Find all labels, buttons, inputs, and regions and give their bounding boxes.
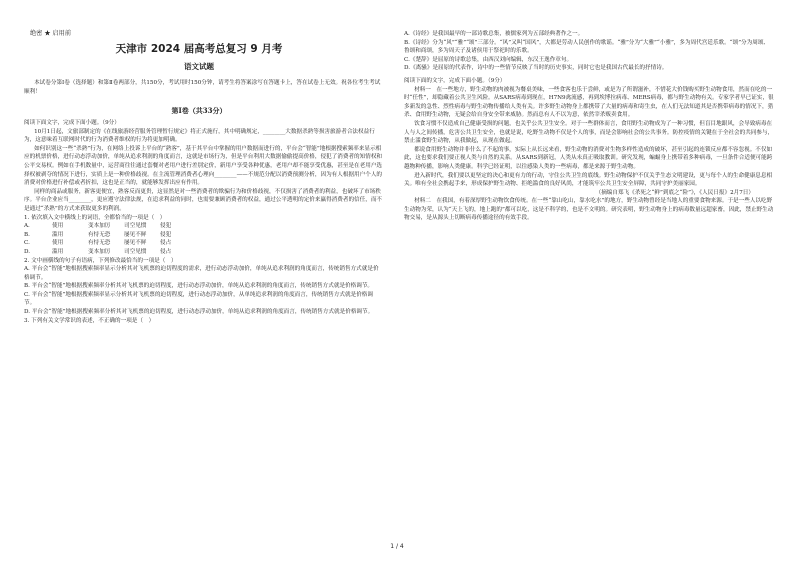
question-option[interactable]: B. 平台会“智能”地根据搜索频率分析其对飞机票的迫切程度，进行动态浮动加价，单纯从追求利润的角度而言，传统销售方式就是价格调节。 <box>24 283 374 290</box>
reading-intro: 阅读下面文字，完成下面小题。（9分） <box>24 120 120 126</box>
left-column <box>8 0 390 545</box>
question-option[interactable]: C.《楚辞》是屈原的诗歌总集，由西汉刘向编辑，东汉王逸作章句。 <box>404 56 573 63</box>
question-1-options <box>24 222 384 256</box>
exam-title: 天津市 2024 届高考总复习 9 月考 <box>115 43 283 55</box>
question-option[interactable]: D. 滥用 变本加厉 司空见惯 侵占 <box>24 248 172 255</box>
question-option[interactable]: B. 滥用 有恃无恐 屡见不鲜 侵犯 <box>24 231 172 238</box>
material-paragraph: 进入新时代，我们要以更坚定的决心和更有力的行动，守住公共卫生的底线。野生动物保护不仅关乎生态文明建设，更与每个人的生命健康息息相关。唯有全社会携起手来，形成保护野生动物、拒绝滥食的良好风尚，才能筑牢公共卫生安全屏障，共同守护美丽家园。 <box>404 172 773 188</box>
question-option[interactable]: C. 平台会“智能”地根据搜索频率显示分析其对飞机票的迫切程度，进行动态浮动加价，从单纯追求利润的角度而言，传统销售方式就是价格调节。 <box>24 291 373 307</box>
question-option[interactable]: D.《离骚》是屈原的代表作，诗中的一些情节反映了当时的历史事实，同时它也是我国古代最长的抒情诗。 <box>404 65 668 72</box>
material-paragraph: 都说食用野生动物并非什么了不起的事，实际上从长远来看，野生动物的消费对生物多样性造成的破坏，甚至引起的连锁反应都不容忽视。不仅如此，这也要求我们要正视人类与自然的关系。从SARS到新冠，人类从未真正吸取教训。研究发现，蝙蝠身上携带着多种病毒，一旦条件合适便可能跨越物种传播，影响人类健康。科学已经证明，以往感染人类的一些病毒，都是来源于野生动物。 <box>404 146 773 170</box>
exam-instructions: 本试卷分第Ⅰ卷（选择题）和第Ⅱ卷两部分，共150分，考试用时150分钟，请考生将答案涂写在答题卡上，答在试卷上无效。祝各位考生考试顺利！ <box>24 80 381 95</box>
source-citation: （摘编自郑飞《杀死之“鲜”到底之“险”》，《人民日报》2月7日） <box>595 189 754 196</box>
passage-paragraph: 如何识别这一些“杀熟”行为，在网络上投诉上平台的“熟客”，基于其平台中掌握的用户数据而进行的，平台会“智能”地根据搜索频率来显示相应的机票价格，进行动态浮动加价，单纯从追求利润的角度而言，这就是市场行为，但是平台利用大数据偷偷提高价格，侵犯了消费者的知情权和公平交易权。例如在手机数量中，运营商往往通过套餐对老用户进行差别定价，新用户享受各种优惠，老用户却不能享受优惠，甚至是在老用户选择权被剥夺的情况下进行，实质上是一种价格歧视。在主流管理消费者心理向________——不规范分配以消费预测分析，因为有人根据用户个人的消费对价格进行补偿或者折扣，这也是正当的，就能够发挥出应有作用。 <box>24 145 383 187</box>
question-option[interactable]: A.《诗经》是我国最早的一部诗歌总集，被儒家列为五部经典著作之一。 <box>404 31 584 37</box>
reading-section-1 <box>24 119 384 325</box>
question-option[interactable]: A. 平台会“智能”地根据搜索频率显示分析其对飞机票的迫切程度的需求，进行动态浮动加价，单纯从追求利润的角度而言，传统销售方式就是价格调节。 <box>24 266 379 281</box>
reading-intro-2: 阅读下面的文字，完成下面小题。（9分） <box>404 77 506 84</box>
question-option[interactable]: D. 平台会“智能”地根据搜索频率分析其对飞机票的迫切程度，进行动态浮动加价，单纯从追求利润的角度而言，传统销售方式就是价格调节。 <box>24 309 374 316</box>
question-1-stem: 1. 依次填入文中横线上的词语，全都恰当的一项是（ ） <box>24 214 166 221</box>
question-option[interactable]: C. 使用 有恃无恐 屡见不鲜 侵占 <box>24 240 172 247</box>
question-2-stem: 2. 文中画横线的句子有语病，下列修改最恰当的一项是（ ） <box>24 257 177 264</box>
section-heading: 第Ⅰ卷（共33分） <box>171 106 227 115</box>
passage-paragraph: 同样的商品或服务，新客更便宜，熟客反而更贵，这显然是对一些消费者的欺骗行为和价格歧视，不仅损害了消费者的利益，也破坏了市场秩序。平台企业应当________，更应遵守法律法规，在追求利益的同时，也需要兼顾消费者的权益，通过公平透明的定价来赢得消费者的信任，而不是通过“杀熟”的方式来获取更多的利润。 <box>24 188 383 212</box>
page-number: 1 / 4 <box>390 543 404 550</box>
right-column <box>400 0 782 545</box>
passage-paragraph: 10月1日起，文旅部制定的《在线旅游经营服务管理暂行规定》将正式施行，其中明确规定，________大数据杀熟等损害旅游者合法权益行为，这意味着互联网时代的行为消费者维权的行为将更加明确。 <box>24 128 375 144</box>
material-paragraph: 材料二 在我国，有着深厚野生动物饮食传统。在一些“靠山吃山，靠水吃水”的地方，野生动物曾经是当地人的重要食物来源。于是一些人以吃野生动物为荣，认为“天上飞的，地上跑的”都可以吃，这是不科学的，也是不文明的。研究表明，野生动物身上的病毒数量远超家畜，因此，禁止野生动物交易，是从源头上切断病毒传播途径的有效手段。 <box>404 198 774 222</box>
exam-subtitle: 语文试题 <box>184 62 214 71</box>
question-3-stem: 3. 下列有关文学常识的表述，不正确的一项是（ ） <box>24 317 155 324</box>
material-paragraph: 材料一 在一些地方，野生动物的肉被视为餐桌美味，一些食客也乐于尝鲜，或是为了所谓滋补，不惜花大价钱购买野生动物食用，然而在吃的一时“任性”，却隐藏着公共卫生风险。从SARS病毒到现在，H7N9禽流感，再到埃博拉病毒、MERS病毒，都与野生动物有关。专家学者早已证实，很多新发的急性、烈性病毒与野生动物传播给人类有关。许多野生动物身上都携带了大量的病毒和寄生虫，在人们无法知道其是否携带病毒的情况下，猎杀、食用野生动物，无疑会给自身安全带来威胁。然而总有人不以为意，依然宰杀贩卖食用。 <box>404 86 774 119</box>
right-content <box>404 30 774 223</box>
material-paragraph: 饮食习惯不仅造成自己健康受损的问题，也关乎公共卫生安全。对于一些群体而言，食用野生动物成为了一种习惯，但盲目地跟风，会导致病毒在人与人之间传播，危害公共卫生安全，也就是说，吃野生动物不仅是个人的事，而是会影响社会的公共事务。防控疫情的关键在于全社会的共同参与，禁止滥食野生动物，从我做起，从现在做起。 <box>404 120 774 145</box>
secret-label: 绝密 ★ 启用前 <box>30 30 72 37</box>
question-option[interactable]: B.《诗经》分为“风”“雅”“颂”三部分。“风”又叫“国风”，大都是劳动人民创作的歌谣。“雅”分为“大雅”“小雅”，多为周代宫廷乐歌。“颂”分为周颂、鲁颂和商颂，多为周天子及诸侯用于祭祀时的乐歌。 <box>404 39 770 55</box>
question-option[interactable]: A. 使用 变本加厉 司空见惯 侵犯 <box>24 223 172 230</box>
